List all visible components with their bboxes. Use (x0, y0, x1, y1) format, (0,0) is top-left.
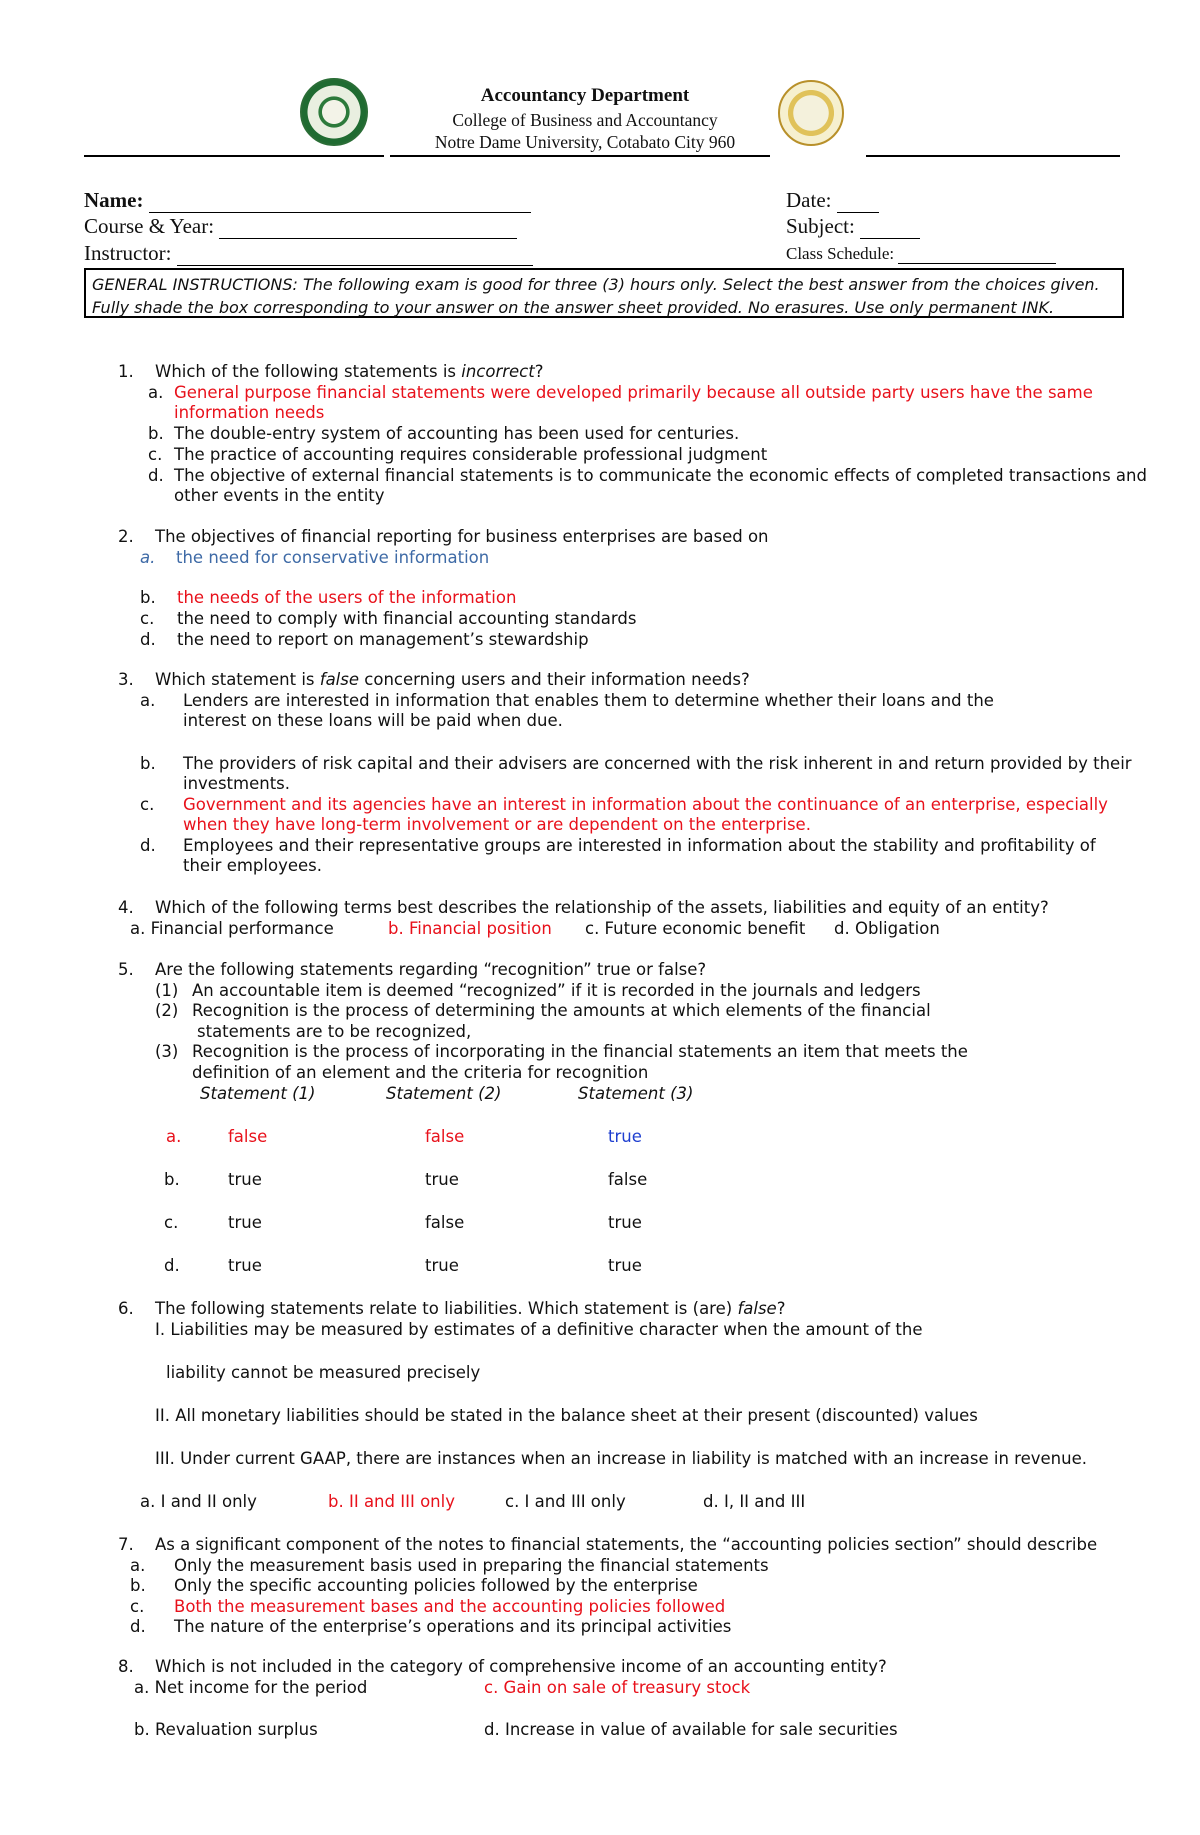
q4-option-d[interactable]: d. Obligation (834, 919, 940, 938)
q5-column-header-2: Statement (2) (386, 1084, 502, 1103)
q2-option-c[interactable]: the need to comply with financial accounting standards (177, 609, 637, 628)
name-input-line[interactable] (149, 192, 531, 213)
general-instructions-box (84, 268, 1124, 318)
q5-option-d-s2: true (425, 1256, 459, 1275)
q6-stem (155, 1299, 785, 1319)
q6-statement-iii: III. Under current GAAP, there are instances when an increase in liability is matched with an increase in revenue. (155, 1449, 1087, 1468)
q7-option-d-letter: d. (130, 1617, 146, 1636)
date-label: Date: (786, 188, 832, 212)
q2-number: 2. (118, 527, 134, 546)
q5-option-a-s2: false (425, 1127, 465, 1146)
q5-option-d-s3: true (608, 1256, 642, 1275)
q4-option-c[interactable]: c. Future economic benefit (585, 919, 806, 938)
name-field[interactable] (84, 188, 531, 213)
q1-option-a-cont: information needs (174, 403, 325, 422)
q5-option-b-letter: b. (164, 1170, 180, 1189)
subject-label: Subject: (786, 214, 855, 238)
q5-column-header-1: Statement (1) (200, 1084, 316, 1103)
q7-option-b[interactable]: Only the specific accounting policies followed by the enterprise (174, 1576, 698, 1595)
q4-option-b[interactable]: b. Financial position (388, 919, 552, 938)
instructor-field[interactable] (84, 241, 533, 266)
q5-statement-3: Recognition is the process of incorporating in the financial statements an item that meets the (192, 1042, 968, 1061)
instructions-line-2: Fully shade the box corresponding to your answer on the answer sheet provided. No erasures. Use only permanent INK. (92, 298, 1055, 317)
q3-option-b-letter: b. (140, 754, 156, 773)
q6-statement-i-cont: liability cannot be measured precisely (166, 1363, 481, 1382)
name-label: Name: (84, 188, 144, 212)
q5-option-b-s2: true (425, 1170, 459, 1189)
q1-option-a-letter: a. (148, 383, 164, 402)
q5-option-d-s1: true (228, 1256, 262, 1275)
q5-statement-1: An accountable item is deemed “recognized” if it is recorded in the journals and ledgers (192, 981, 921, 1000)
instructor-input-line[interactable] (177, 245, 533, 266)
header-rule-right (866, 155, 1120, 157)
q1-stem-text: Which of the following statements is (155, 362, 456, 381)
q3-option-d-cont: their employees. (183, 856, 322, 875)
q5-stem: Are the following statements regarding “recognition” true or false? (155, 960, 707, 979)
q5-statement-2-label: (2) (155, 1001, 179, 1020)
q5-option-b-s3: false (608, 1170, 648, 1189)
q3-stem-end: concerning users and their information needs? (364, 670, 750, 689)
q1-option-c[interactable]: The practice of accounting requires considerable professional judgment (174, 445, 768, 464)
instructor-label: Instructor: (84, 241, 172, 265)
course-year-field[interactable] (84, 214, 517, 239)
q3-stem-emphasis: false (319, 670, 360, 689)
q7-option-b-letter: b. (130, 1576, 146, 1595)
course-year-input-line[interactable] (219, 218, 517, 239)
q8-option-c[interactable]: c. Gain on sale of treasury stock (484, 1678, 751, 1697)
q3-option-d-letter: d. (140, 836, 156, 855)
q1-option-b-letter: b. (148, 424, 164, 443)
q5-option-d-letter: d. (164, 1256, 180, 1275)
class-schedule-label: Class Schedule: (786, 244, 895, 263)
q2-option-d-letter: d. (140, 630, 156, 649)
q6-number: 6. (118, 1299, 134, 1318)
q2-option-c-letter: c. (140, 609, 155, 628)
q6-option-a[interactable]: a. I and II only (140, 1492, 257, 1511)
class-schedule-field[interactable] (786, 244, 1056, 264)
q3-stem (155, 670, 750, 690)
q3-option-a[interactable]: Lenders are interested in information that enables them to determine whether their loans and the (183, 691, 994, 710)
q5-option-c-s2: false (425, 1213, 465, 1232)
q1-option-a[interactable]: General purpose financial statements were developed primarily because all outside party users have the same (174, 383, 1093, 402)
q6-option-d[interactable]: d. I, II and III (703, 1492, 806, 1511)
q8-option-a[interactable]: a. Net income for the period (134, 1678, 368, 1697)
q6-option-b[interactable]: b. II and III only (328, 1492, 455, 1511)
q6-stem-emphasis: false (737, 1299, 777, 1318)
q5-option-c-letter: c. (164, 1213, 179, 1232)
q5-option-b-s1: true (228, 1170, 262, 1189)
subject-field[interactable] (786, 214, 920, 239)
q1-option-d-letter: d. (148, 466, 164, 485)
header-rule-left (84, 155, 384, 157)
college-name: College of Business and Accountancy (452, 110, 718, 130)
q2-option-b-letter: b. (140, 588, 156, 607)
q5-option-a-s1: false (228, 1127, 268, 1146)
q3-option-c[interactable]: Government and its agencies have an interest in information about the continuance of an enterprise, especially (183, 795, 1108, 814)
q7-option-d[interactable]: The nature of the enterprise’s operations and its principal activities (174, 1617, 732, 1636)
q1-stem (155, 362, 543, 382)
q5-statement-2-cont: statements are to be recognized, (197, 1022, 472, 1041)
q6-stem-text: The following statements relate to liabilities. Which statement is (are) (155, 1299, 733, 1318)
q5-statement-2: Recognition is the process of determining the amounts at which elements of the financial (192, 1001, 931, 1020)
q2-stem: The objectives of financial reporting for business enterprises are based on (155, 527, 769, 546)
q5-number: 5. (118, 960, 134, 979)
q3-option-d[interactable]: Employees and their representative groups are interested in information about the stability and profitability of (183, 836, 1096, 855)
q5-option-a-s3: true (608, 1127, 642, 1146)
q8-number: 8. (118, 1657, 134, 1676)
q3-option-b-cont: investments. (183, 774, 291, 793)
q5-statement-1-label: (1) (155, 981, 179, 1000)
instructions-line-1: GENERAL INSTRUCTIONS: The following exam is good for three (3) hours only. Select the best answer from the choices given. (92, 275, 1100, 294)
q2-option-a[interactable]: the need for conservative information (176, 548, 490, 567)
q1-option-d[interactable]: The objective of external financial statements is to communicate the economic effects of completed transactions and (174, 466, 1147, 485)
class-schedule-input-line[interactable] (898, 246, 1056, 264)
q5-option-a-letter: a. (166, 1127, 182, 1146)
q6-stem-end: ? (776, 1299, 786, 1318)
college-seal-logo (778, 80, 844, 146)
q8-stem: Which is not included in the category of comprehensive income of an accounting entity? (155, 1657, 887, 1676)
q4-number: 4. (118, 898, 134, 917)
university-seal-logo (300, 78, 368, 146)
q1-stem-emphasis: incorrect (461, 362, 535, 381)
q1-option-d-cont: other events in the entity (174, 486, 385, 505)
q8-option-b[interactable]: b. Revaluation surplus (134, 1720, 318, 1739)
date-field[interactable] (786, 188, 879, 213)
q3-number: 3. (118, 670, 134, 689)
q7-number: 7. (118, 1535, 134, 1554)
header-rule-center (390, 155, 770, 157)
q4-stem: Which of the following terms best describes the relationship of the assets, liabilities and equity of an entity? (155, 898, 1049, 917)
subject-input-line[interactable] (860, 218, 920, 239)
q5-option-c-s3: true (608, 1213, 642, 1232)
q6-option-c[interactable]: c. I and III only (505, 1492, 626, 1511)
q2-option-a-letter: a. (140, 548, 156, 567)
q1-option-b[interactable]: The double-entry system of accounting has been used for centuries. (174, 424, 740, 443)
q4-option-a[interactable]: a. Financial performance (130, 919, 334, 938)
q1-number: 1. (118, 362, 134, 381)
q1-stem-end: ? (534, 362, 544, 381)
q2-option-d[interactable]: the need to report on management’s stewardship (177, 630, 589, 649)
q5-column-header-3: Statement (3) (578, 1084, 694, 1103)
q3-option-c-cont: when they have long-term involvement or are dependent on the enterprise. (183, 815, 811, 834)
q3-option-b[interactable]: The providers of risk capital and their advisers are concerned with the risk inherent in and return provided by their (183, 754, 1132, 773)
q5-option-c-s1: true (228, 1213, 262, 1232)
q5-statement-3-label: (3) (155, 1042, 179, 1061)
q2-option-b[interactable]: the needs of the users of the information (177, 588, 517, 607)
q3-option-c-letter: c. (140, 795, 155, 814)
q5-statement-3-cont: definition of an element and the criteria for recognition (192, 1063, 649, 1082)
course-year-label: Course & Year: (84, 214, 215, 238)
q1-option-c-letter: c. (148, 445, 163, 464)
q8-option-d[interactable]: d. Increase in value of available for sale securities (484, 1720, 898, 1739)
q6-statement-i: I. Liabilities may be measured by estimates of a definitive character when the amount of the (155, 1320, 923, 1339)
university-name: Notre Dame University, Cotabato City 960 (434, 132, 736, 152)
q3-option-a-cont: interest on these loans will be paid when due. (183, 711, 563, 730)
q7-option-c-letter: c. (130, 1597, 145, 1616)
q7-option-c[interactable]: Both the measurement bases and the accounting policies followed (174, 1597, 726, 1616)
q7-stem: As a significant component of the notes to financial statements, the “accounting policies section” should describe (155, 1535, 1098, 1554)
date-input-line[interactable] (837, 192, 879, 213)
q6-statement-ii: II. All monetary liabilities should be stated in the balance sheet at their present (discounted) values (155, 1406, 978, 1425)
q7-option-a[interactable]: Only the measurement basis used in preparing the financial statements (174, 1556, 769, 1575)
q3-option-a-letter: a. (140, 691, 156, 710)
q7-option-a-letter: a. (130, 1556, 146, 1575)
department-title: Accountancy Department (480, 85, 690, 106)
q3-stem-text: Which statement is (155, 670, 315, 689)
